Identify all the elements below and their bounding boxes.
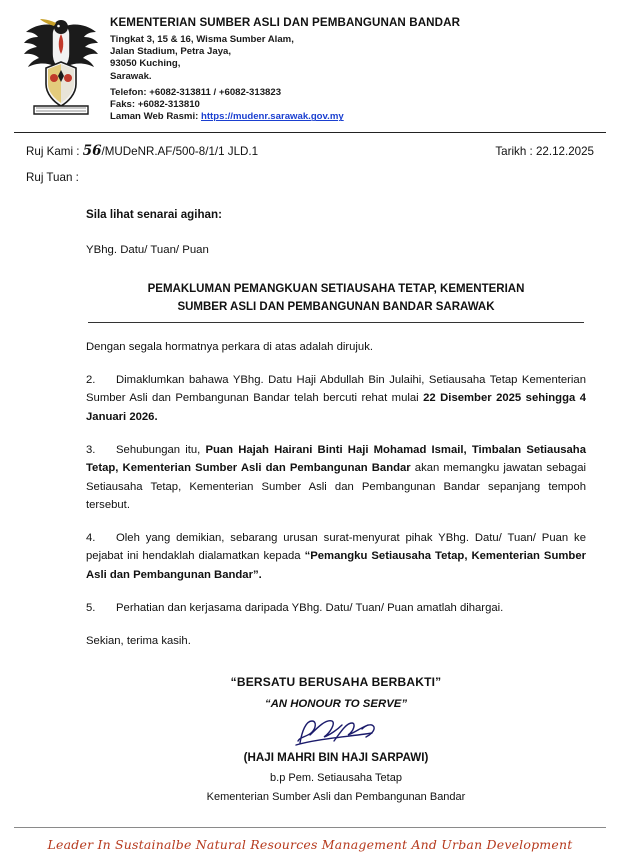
date-field [495,145,594,158]
paragraph-4-text-a: Oleh yang demikian, sebarang urusan surat-menyurat pihak YBhg. Datu/ Tuan/ Puan ke pejabat ini hendaklah dialamatkan kepada [86,532,586,563]
paragraph-3 [86,441,586,514]
paragraph-4 [86,529,586,584]
paragraph-3-text-a: Sehubungan itu, [116,443,206,456]
our-reference-value: /MUDeNR.AF/500-8/1/1 JLD.1 [101,144,259,158]
subject-block [86,280,586,317]
paragraph-2-text-a: Dimaklumkan bahawa YBhg. Datu Haji Abdullah Bin Julaihi, Setiausaha Tetap Kementerian Sumber Asli dan Pembangunan Bandar telah bercuti rehat mulai [86,374,586,405]
paragraph-1: Dengan segala hormatnya perkara di atas adalah dirujuk. [86,340,373,353]
paragraph-5-text: Perhatian dan kerjasama daripada YBhg. Datu/ Tuan/ Puan amatlah dihargai. [116,601,504,614]
paragraph-3-text-bold: Puan Hajah Hairani Binti Haji Mohamad Ismail, Timbalan Setiausaha Tetap, Kementerian Sumber Asli dan Pembangunan Bandar [86,443,586,475]
your-reference-label: Ruj Tuan : [26,170,79,184]
our-reference [26,143,258,159]
motto-malay: “BERSATU BERUSAHA BERBAKTI” [230,674,442,689]
paragraph-2-text-bold: 22 Disember 2025 sehingga 4 Januari 2026. [86,392,586,423]
address-line-3: 93050 Kuching, [110,58,181,70]
sarawak-coat-of-arms-icon [18,10,104,118]
phone-line: Telefon: +6082-313811 / +6082-313823 [110,86,282,98]
footer-divider [14,827,606,828]
paragraph-5 [86,599,586,617]
website-line [110,111,460,123]
signature-block [86,673,586,807]
our-reference-label: Ruj Kami : [26,144,80,158]
letterhead [0,0,620,124]
subject-underline [88,322,584,323]
closing-line: Sekian, terima kasih. [86,635,191,648]
address-line-4: Sarawak. [110,70,152,82]
letterhead-text [110,10,460,124]
motto-english: “AN HONOUR TO SERVE” [264,698,408,711]
letter-body [0,206,620,807]
address-line-2: Jalan Stadium, Petra Jaya, [110,46,232,58]
distribution-note: Sila lihat senarai agihan: [86,207,222,221]
subject-line-1: PEMAKLUMAN PEMANGKUAN SETIAUSAHA TETAP, KEMENTERIAN [147,282,525,295]
date-label: Tarikh : [495,144,533,158]
date-value: 22.12.2025 [535,144,594,158]
paragraph-5-number: 5. [86,601,96,614]
organization-name: KEMENTERIAN SUMBER ASLI DAN PEMBANGUNAN BANDAR [110,16,461,29]
salutation: YBhg. Datu/ Tuan/ Puan [86,244,209,257]
our-reference-handwritten-number: 56 [82,142,102,159]
signer-department: Kementerian Sumber Asli dan Pembangunan Bandar [206,791,466,804]
paragraph-2 [86,371,586,426]
fax-line: Faks: +6082-313810 [110,99,200,111]
handwritten-signature-icon [86,715,586,749]
signer-role: b.p Pem. Setiausaha Tetap [270,772,402,785]
paragraph-3-text-b: akan memangku jawatan sebagai Setiausaha Tetap, Kementerian Sumber Asli dan Pembangunan Bandar sepanjang tempoh tersebut. [86,462,586,511]
reference-row [0,133,620,159]
paragraph-4-text-bold: “Pemangku Setiausaha Tetap, Kementerian Sumber Asli dan Pembangunan Bandar”. [86,550,586,581]
paragraph-2-number: 2. [86,374,96,387]
website-link[interactable]: https://mudenr.sarawak.gov.my [201,111,344,123]
website-label: Laman Web Rasmi: [110,111,199,123]
subject-line-2: SUMBER ASLI DAN PEMBANGUNAN BANDAR SARAWAK [177,301,495,314]
paragraph-4-number: 4. [86,532,96,545]
address-line-1: Tingkat 3, 15 & 16, Wisma Sumber Alam, [110,33,294,45]
footer-tagline: Leader In Sustainalbe Natural Resources Management And Urban Development [47,837,573,852]
signer-name: (HAJI MAHRI BIN HAJI SARPAWI) [243,751,429,765]
paragraph-3-number: 3. [86,443,96,456]
